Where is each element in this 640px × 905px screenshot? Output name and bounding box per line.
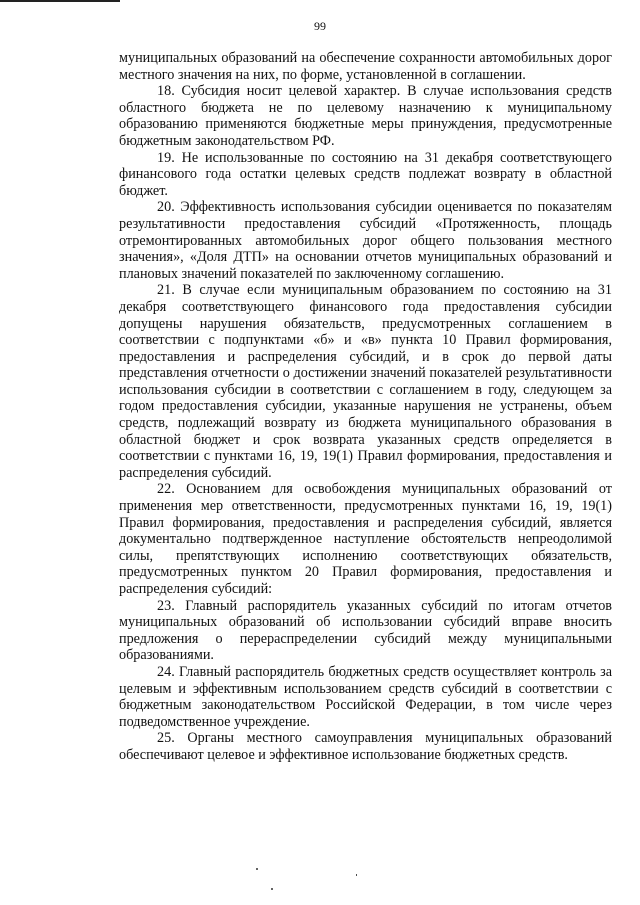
page-number: 99 <box>314 19 326 33</box>
paragraph-24: 24. Главный распорядитель бюджетных средств осуществляет контроль за целевым и эффективным использованием средств субсидий в соответствии с бюджетным законодательством Российской Федерации, в том числе через подведомственное учреждение. <box>119 663 612 730</box>
paragraph-continuation: муниципальных образований на обеспечение сохранности автомобильных дорог местного значения на них, по форме, установленной в соглашении. <box>119 50 612 83</box>
paragraph-23: 23. Главный распорядитель указанных субсидий по итогам отчетов муниципальных образований об использовании субсидий вправе вносить предложения о перераспределении субсидий между муниципальными образованиями. <box>119 597 612 664</box>
paragraph-19: 19. Не использованные по состоянию на 31 декабря соответствующего финансового года остатки целевых средств подлежат возврату в областной бюджет. <box>119 149 612 199</box>
paragraph-22: 22. Основанием для освобождения муниципальных образований от применения мер ответственности, предусмотренных пунктами 16, 19, 19(1) Правил формирования, предоставления и распределения субсидий, является документально подтвержденное наступление обстоятельств непреодолимой силы, препятствующих исполнению соответствующих обязательств, предусмотренных пунктом 20 Правил формирования, предоставления и распределения субсидий: <box>119 481 612 597</box>
paragraph-25: 25. Органы местного самоуправления муниципальных образований обеспечивают целевое и эффективное использование бюджетных средств. <box>119 730 612 763</box>
top-edge-rule <box>0 0 120 2</box>
paragraph-21: 21. В случае если муниципальным образованием по состоянию на 31 декабря соответствующего финансового года предоставления субсидии допущены нарушения обязательств, предусмотренных соглашением в соответствии с подпунктами «б» и «в» пункта 10 Правил формирования, предоставления и распределения субсидий, и в срок до первой даты представления отчетности о достижении значений показателей результативности использования субсидии в соответствии с соглашением в году, следующем за годом предоставления субсидии, указанные нарушения не устранены, объем средств, подлежащий возврату из бюджета муниципального образования в областной бюджет и срок возврата указанных средств определяется в соответствии с пунктами 16, 19, 19(1) Правил формирования, предоставления и распределения субсидий. <box>119 282 612 481</box>
scan-speck <box>271 888 273 890</box>
paragraph-20: 20. Эффективность использования субсидии оценивается по показателям результативности предоставления субсидий «Протяженность, площадь отремонтированных автомобильных дорог общего пользования местного значения», «Доля ДТП» на основании отчетов муниципальных образований и плановых значений показателей по заключенному соглашению. <box>119 199 612 282</box>
scan-speck <box>356 874 357 876</box>
paragraph-18: 18. Субсидия носит целевой характер. В случае использования средств областного бюджета не по целевому назначению к муниципальному образованию применяются бюджетные меры принуждения, предусмотренные бюджетным законодательством РФ. <box>119 83 612 149</box>
scan-speck <box>256 868 258 870</box>
document-body <box>119 50 612 764</box>
